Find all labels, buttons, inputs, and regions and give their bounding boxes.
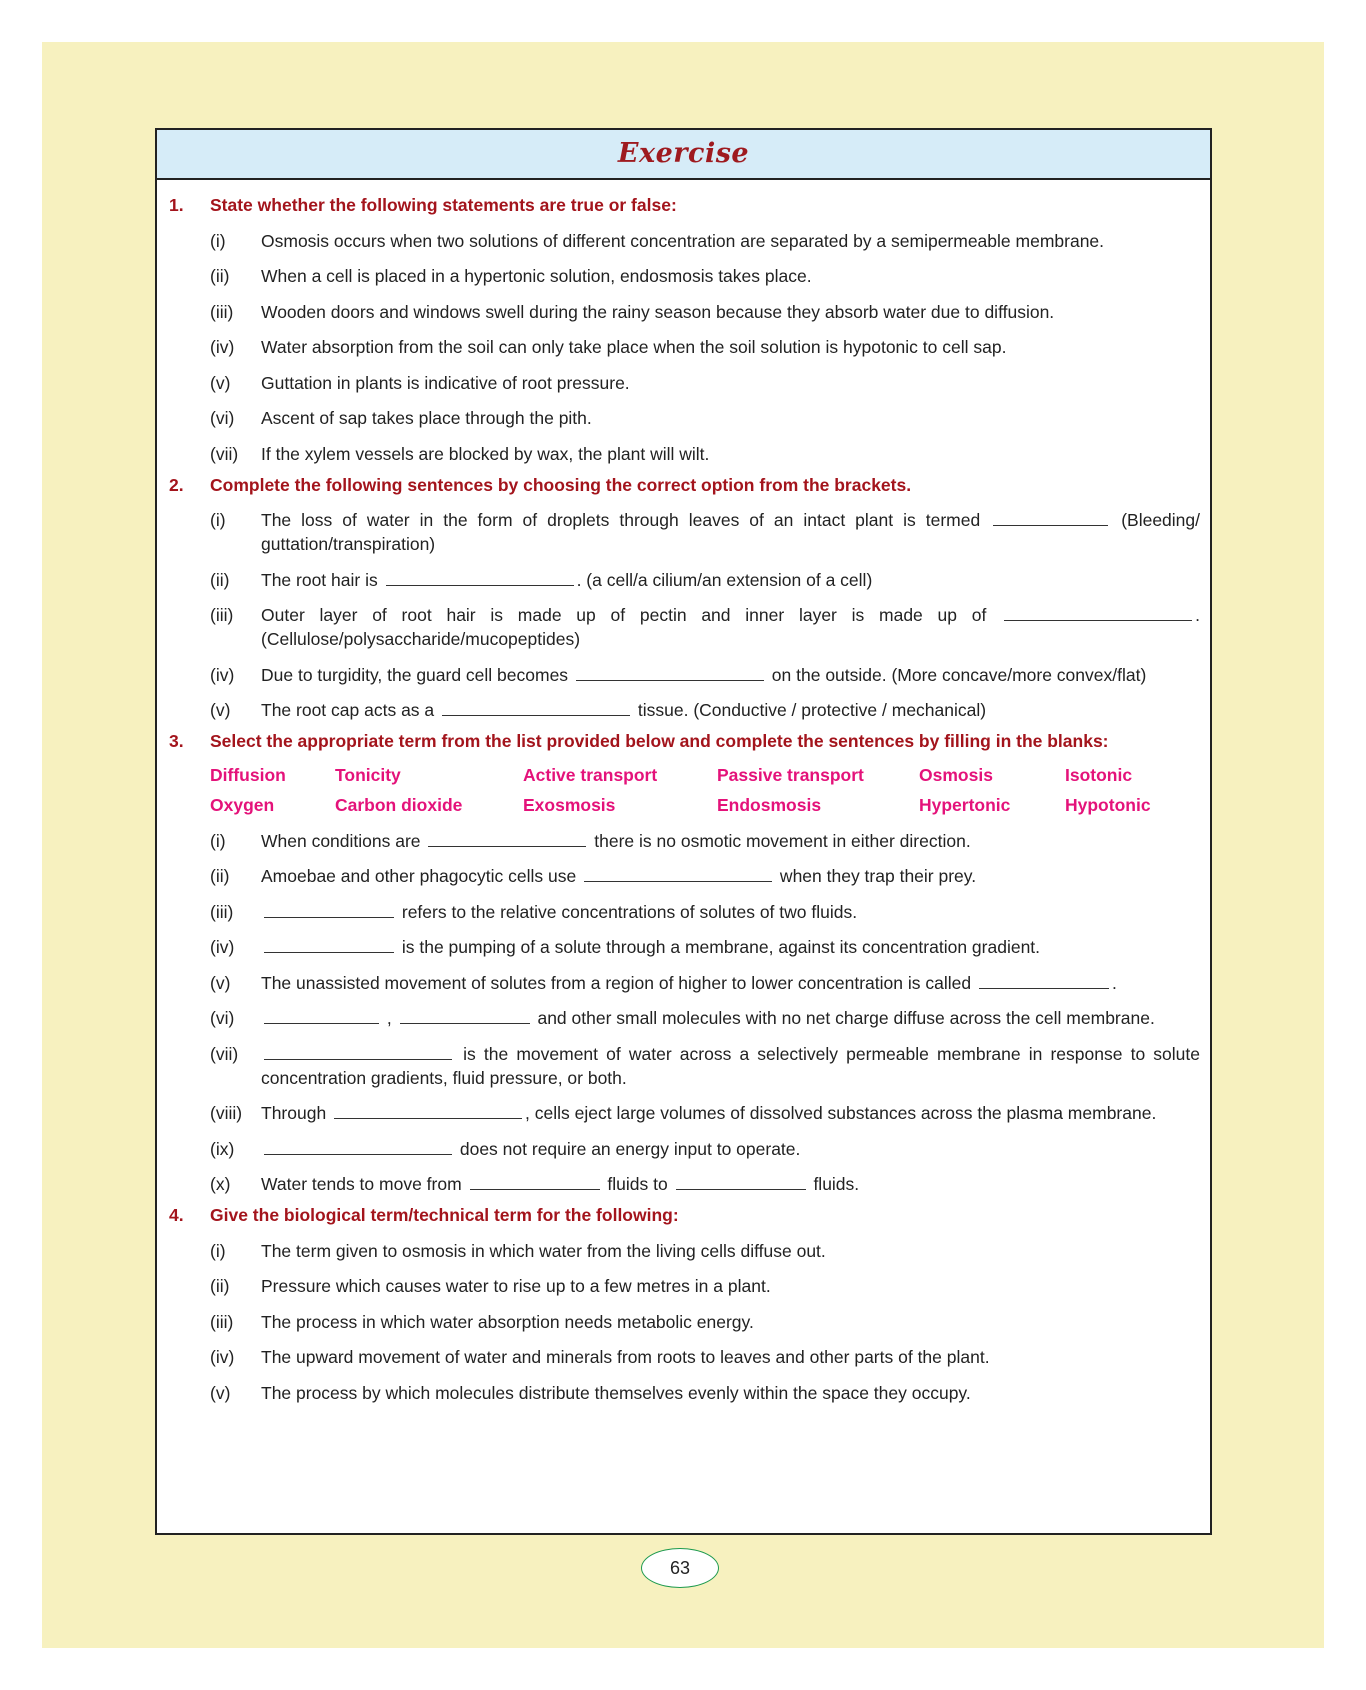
list-item	[210, 900, 1200, 924]
item-numeral: (v)	[210, 700, 231, 720]
item-text-segment: The root hair is	[261, 569, 383, 590]
question-prompt: Complete the following sentences by choosing the correct option from the brackets.	[210, 474, 912, 495]
list-item	[210, 264, 1200, 288]
item-numeral: (i)	[210, 230, 226, 251]
fill-in-blank[interactable]	[979, 971, 1109, 989]
item-text-segment: The process by which molecules distribute themselves evenly within the space they occupy.	[261, 1382, 971, 1403]
item-text	[261, 1042, 1200, 1090]
item-text-segment: Wooden doors and windows swell during the rainy season because they absorb water due to diffusion.	[261, 301, 1055, 322]
item-numeral: (i)	[210, 510, 226, 530]
list-item	[210, 1310, 1200, 1334]
item-text-segment: When conditions are	[261, 830, 426, 851]
item-text-segment: The unassisted movement of solutes from a region of higher to lower concentration is called	[261, 972, 976, 993]
item-text-segment: The process in which water absorption needs metabolic energy.	[261, 1311, 754, 1332]
item-text-segment: Outer layer of root hair is made up of pectin and inner layer is made up of	[261, 605, 1002, 625]
question-heading	[169, 1203, 1200, 1227]
term-option: Passive transport	[717, 765, 864, 785]
term-list	[210, 764, 1200, 817]
item-text-segment: The loss of water in the form of droplets through leaves of an intact plant is termed	[261, 510, 991, 530]
list-item	[210, 603, 1200, 651]
item-text-segment: The term given to osmosis in which water from the living cells diffuse out.	[261, 1240, 826, 1261]
item-numeral: (viii)	[210, 1103, 243, 1123]
list-item	[210, 1137, 1200, 1161]
item-text-segment: there is no osmotic movement in either direction.	[589, 830, 971, 851]
list-item	[210, 508, 1200, 556]
item-text-segment: (Bleeding/ guttation/transpiration)	[261, 510, 1200, 554]
question-heading	[169, 473, 1200, 497]
item-text-segment: Through	[261, 1103, 332, 1123]
item-numeral: (iv)	[210, 1347, 235, 1367]
exercise-title: Exercise	[617, 138, 750, 169]
list-item	[210, 1239, 1200, 1263]
item-numeral: (iv)	[210, 664, 235, 685]
item-text	[261, 568, 1200, 592]
item-text-segment: . (a cell/a cilium/an extension of a cell)	[576, 569, 873, 590]
item-text-segment: and other small molecules with no net charge diffuse across the cell membrane.	[532, 1008, 1155, 1028]
item-text	[261, 1274, 1200, 1298]
item-text-segment: Amoebae and other phagocytic cells use	[261, 866, 582, 886]
item-text	[261, 1381, 1200, 1405]
question-heading	[169, 193, 1200, 217]
item-text-segment: fluids to	[602, 1174, 673, 1194]
item-text-segment: Due to turgidity, the guard cell becomes	[261, 664, 573, 685]
question-prompt: State whether the following statements are true or false:	[210, 195, 677, 215]
item-text	[261, 1310, 1200, 1334]
fill-in-blank[interactable]	[1004, 603, 1192, 621]
question-number: 4.	[169, 1205, 184, 1225]
item-text	[261, 229, 1200, 253]
question-number: 2.	[169, 474, 184, 495]
term-option: Tonicity	[335, 765, 401, 785]
list-item	[210, 300, 1200, 324]
list-item	[210, 442, 1200, 466]
term-option: Osmosis	[919, 765, 993, 785]
item-numeral: (iv)	[210, 937, 235, 957]
item-numeral: (vi)	[210, 408, 235, 428]
item-numeral: (ii)	[210, 266, 230, 286]
item-text-segment: When a cell is placed in a hypertonic solution, endosmosis takes place.	[261, 266, 812, 286]
item-text-segment: when they trap their prey.	[775, 866, 977, 886]
item-text	[261, 935, 1200, 959]
item-text-segment: fluids.	[808, 1174, 860, 1194]
fill-in-blank[interactable]	[676, 1172, 806, 1190]
item-numeral: (iii)	[210, 605, 234, 625]
item-numeral: (vii)	[210, 443, 239, 464]
item-text-segment: Ascent of sap takes place through the pith.	[261, 408, 592, 428]
term-option: Hypertonic	[919, 795, 1011, 815]
item-text-segment: does not require an energy input to operate.	[455, 1138, 801, 1159]
term-option: Endosmosis	[717, 795, 822, 815]
list-item	[210, 1381, 1200, 1405]
item-numeral: (ii)	[210, 569, 230, 590]
fill-in-blank[interactable]	[264, 1006, 379, 1024]
list-item	[210, 406, 1200, 430]
item-text-segment: If the xylem vessels are blocked by wax, the plant will wilt.	[261, 443, 710, 464]
item-numeral: (i)	[210, 830, 226, 851]
term-option: Exosmosis	[523, 795, 616, 815]
list-item	[210, 1274, 1200, 1298]
item-text-segment: refers to the relative concentrations of solutes of two fluids.	[397, 901, 858, 922]
item-numeral: (v)	[210, 1382, 231, 1403]
item-text-segment: tissue. (Conductive / protective / mechanical)	[633, 700, 987, 720]
item-text	[261, 1137, 1200, 1161]
item-text-segment: , cells eject large volumes of dissolved substances across the plasma membrane.	[525, 1103, 1157, 1123]
page-number: 63	[641, 1548, 719, 1588]
item-numeral: (iii)	[210, 901, 234, 922]
list-item	[210, 1006, 1200, 1030]
item-text	[261, 264, 1200, 288]
term-option: Isotonic	[1065, 765, 1133, 785]
exercise-header	[157, 130, 1210, 180]
fill-in-blank[interactable]	[264, 1137, 452, 1155]
item-text	[261, 1172, 1200, 1196]
item-numeral: (v)	[210, 972, 231, 993]
fill-in-blank[interactable]	[400, 1006, 530, 1024]
item-numeral: (iii)	[210, 301, 234, 322]
exercise-content	[157, 180, 1210, 1405]
item-text	[261, 603, 1200, 651]
question-prompt: Select the appropriate term from the list provided below and complete the sentences by filling in the blanks:	[210, 731, 1109, 751]
item-text-segment: The upward movement of water and minerals from roots to leaves and other parts of the plant.	[261, 1347, 990, 1367]
item-text	[261, 1101, 1200, 1125]
item-numeral: (ii)	[210, 1276, 230, 1296]
fill-in-blank[interactable]	[442, 698, 630, 716]
item-text-segment: ,	[382, 1008, 397, 1028]
fill-in-blank[interactable]	[470, 1172, 600, 1190]
item-numeral: (iv)	[210, 337, 235, 357]
item-text-segment: .	[1111, 972, 1117, 993]
question-heading	[169, 729, 1200, 753]
item-text-segment: Water absorption from the soil can only take place when the soil solution is hypotonic to cell sap.	[261, 337, 1007, 357]
fill-in-blank[interactable]	[993, 508, 1108, 526]
item-text	[261, 335, 1200, 359]
term-option: Active transport	[523, 765, 658, 785]
list-item	[210, 335, 1200, 359]
item-text	[261, 371, 1200, 395]
item-text	[261, 971, 1200, 995]
fill-in-blank[interactable]	[264, 1042, 452, 1060]
item-text	[261, 829, 1200, 853]
fill-in-blank[interactable]	[264, 900, 394, 918]
item-numeral: (vii)	[210, 1043, 239, 1064]
question-number: 3.	[169, 731, 184, 751]
list-item	[210, 971, 1200, 995]
item-text	[261, 1239, 1200, 1263]
term-option: Hypotonic	[1065, 795, 1151, 815]
fill-in-blank[interactable]	[386, 568, 574, 586]
fill-in-blank[interactable]	[428, 829, 586, 847]
item-text	[261, 1006, 1200, 1030]
item-text	[261, 508, 1200, 556]
list-item	[210, 568, 1200, 592]
list-item	[210, 1345, 1200, 1369]
item-text-segment: Pressure which causes water to rise up to a few metres in a plant.	[261, 1276, 771, 1296]
item-text-segment: is the pumping of a solute through a membrane, against its concentration gradient.	[397, 937, 1041, 957]
item-numeral: (ix)	[210, 1138, 235, 1159]
item-text-segment: is the movement of water across a selectively permeable membrane in response to solute concentration gradients, fluid pressure, or both.	[261, 1043, 1200, 1088]
item-numeral: (ii)	[210, 866, 230, 886]
item-text-segment: on the outside. (More concave/more convex/flat)	[766, 664, 1147, 685]
list-item	[210, 229, 1200, 253]
term-option: Diffusion	[210, 765, 286, 785]
item-text	[261, 406, 1200, 430]
exercise-box	[155, 128, 1212, 1535]
item-text	[261, 300, 1200, 324]
list-item	[210, 371, 1200, 395]
item-text-segment: . (Cellulose/polysaccharide/mucopeptides)	[261, 605, 1200, 649]
item-text	[261, 900, 1200, 924]
item-numeral: (x)	[210, 1174, 231, 1194]
item-text-segment: Osmosis occurs when two solutions of different concentration are separated by a semipermeable membrane.	[261, 230, 1105, 251]
item-text-segment: Guttation in plants is indicative of root pressure.	[261, 372, 630, 393]
list-item	[210, 698, 1200, 722]
question-prompt: Give the biological term/technical term for the following:	[210, 1205, 679, 1225]
fill-in-blank[interactable]	[584, 864, 772, 882]
question-number: 1.	[169, 195, 184, 215]
item-text	[261, 663, 1200, 687]
item-numeral: (vi)	[210, 1008, 235, 1028]
list-item	[210, 1042, 1200, 1090]
list-item	[210, 935, 1200, 959]
item-text	[261, 1345, 1200, 1369]
fill-in-blank[interactable]	[334, 1101, 522, 1119]
list-item	[210, 1101, 1200, 1125]
list-item	[210, 864, 1200, 888]
item-text	[261, 698, 1200, 722]
term-option: Carbon dioxide	[335, 795, 463, 815]
list-item	[210, 663, 1200, 687]
item-numeral: (i)	[210, 1240, 226, 1261]
list-item	[210, 829, 1200, 853]
item-text	[261, 442, 1200, 466]
fill-in-blank[interactable]	[576, 663, 764, 681]
item-text	[261, 864, 1200, 888]
item-numeral: (v)	[210, 372, 231, 393]
list-item	[210, 1172, 1200, 1196]
item-text-segment: Water tends to move from	[261, 1174, 467, 1194]
term-option: Oxygen	[210, 795, 275, 815]
item-numeral: (iii)	[210, 1311, 234, 1332]
fill-in-blank[interactable]	[264, 935, 394, 953]
item-text-segment: The root cap acts as a	[261, 700, 440, 720]
